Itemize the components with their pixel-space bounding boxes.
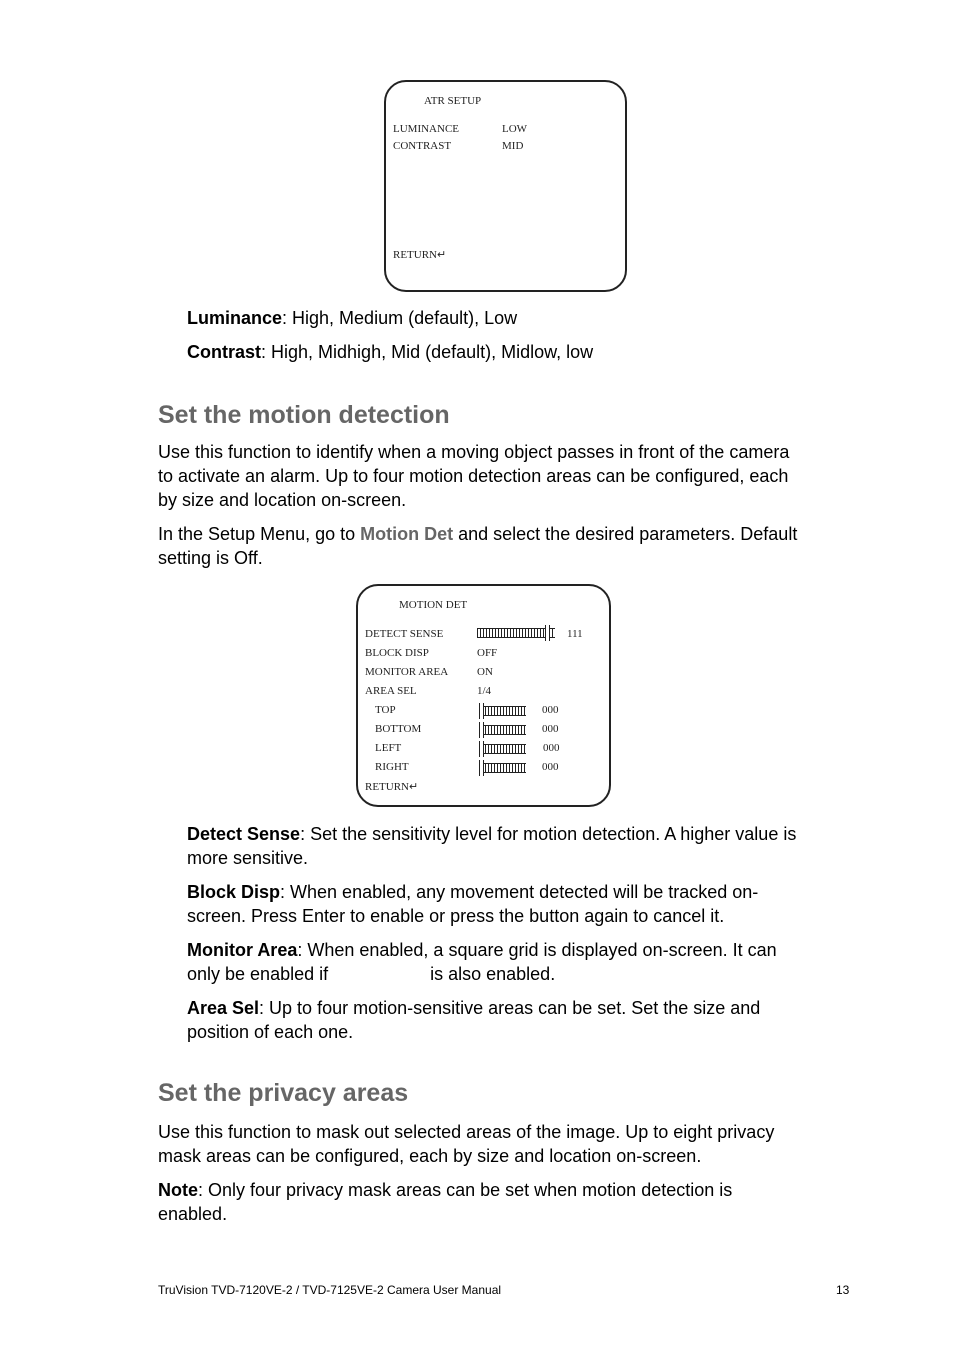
contrast-options: Contrast: High, Midhigh, Mid (default), Midlow, low (187, 342, 594, 362)
contrast-value: MID (502, 140, 524, 152)
bottom-knob[interactable] (479, 722, 484, 738)
bottom-value: 000 (542, 723, 559, 735)
detect-sense-label: DETECT SENSE (365, 628, 444, 640)
top-value: 000 (542, 704, 559, 716)
enter-icon: ↵ (437, 249, 447, 261)
right-value: 000 (542, 761, 559, 773)
motion-intro: Use this function to identify when a moving object passes in front of the camera to activate an alarm. Up to four motion detection areas can be configured, each by size and location on-screen. (158, 442, 790, 510)
left-label: LEFT (375, 742, 402, 754)
motion-return: RETURN↵ (365, 781, 419, 793)
monitor-area-desc: Monitor Area: When enabled, a square grid is displayed on-screen. It can only be enabled if is also enabled. (187, 940, 777, 984)
bottom-slider[interactable] (479, 725, 526, 735)
right-label: RIGHT (375, 761, 409, 773)
area-sel-label: AREA SEL (365, 685, 417, 697)
right-knob[interactable] (479, 760, 484, 776)
detect-sense-knob[interactable] (545, 625, 550, 641)
bottom-label: BOTTOM (375, 723, 422, 735)
contrast-label: CONTRAST (393, 140, 452, 152)
top-label: TOP (375, 704, 396, 716)
monitor-area-label: MONITOR AREA (365, 666, 449, 678)
motion-det-screen (356, 584, 611, 807)
top-slider[interactable] (479, 706, 526, 716)
block-disp-value: OFF (477, 647, 498, 659)
area-sel-value: 1/4 (477, 685, 492, 697)
detect-sense-desc: Detect Sense: Set the sensitivity level for motion detection. A higher value is more sensitive. (187, 824, 797, 868)
footer-manual-title: TruVision TVD-7120VE-2 / TVD-7125VE-2 Camera User Manual (158, 1283, 502, 1297)
motion-det-link[interactable]: Motion Det (360, 524, 454, 544)
enter-icon: ↵ (409, 781, 419, 793)
motion-menu-instruction: In the Setup Menu, go to Motion Det and select the desired parameters. Default setting is Off. (158, 524, 798, 568)
area-sel-desc: Area Sel: Up to four motion-sensitive areas can be set. Set the size and position of each one. (187, 998, 761, 1042)
motion-heading: Set the motion detection (158, 401, 450, 429)
privacy-intro: Use this function to mask out selected areas of the image. Up to eight privacy mask areas can be configured, each by size and location on-screen. (158, 1122, 775, 1166)
block-disp-label: BLOCK DISP (365, 647, 429, 659)
left-slider[interactable] (479, 744, 526, 754)
detect-sense-slider[interactable] (477, 628, 555, 638)
atr-setup-screen (384, 80, 627, 292)
top-knob[interactable] (479, 703, 484, 719)
detect-sense-value: 111 (567, 628, 583, 640)
privacy-note: Note: Only four privacy mask areas can be set when motion detection is enabled. (158, 1180, 733, 1224)
monitor-area-value: ON (477, 666, 493, 678)
luminance-label: LUMINANCE (393, 123, 459, 135)
atr-title: ATR SETUP (424, 95, 482, 107)
block-disp-desc: Block Disp: When enabled, any movement detected will be tracked on- screen. Press Enter to enable or press the button again to cancel it. (187, 882, 759, 926)
privacy-heading: Set the privacy areas (158, 1079, 409, 1107)
left-knob[interactable] (479, 741, 484, 757)
footer-page-number: 13 (836, 1283, 850, 1297)
right-slider[interactable] (479, 763, 526, 773)
motion-title: MOTION DET (399, 599, 468, 611)
left-value: 000 (543, 742, 560, 754)
luminance-value: LOW (502, 123, 528, 135)
luminance-options: Luminance: High, Medium (default), Low (187, 308, 518, 328)
atr-return: RETURN↵ (393, 249, 447, 261)
